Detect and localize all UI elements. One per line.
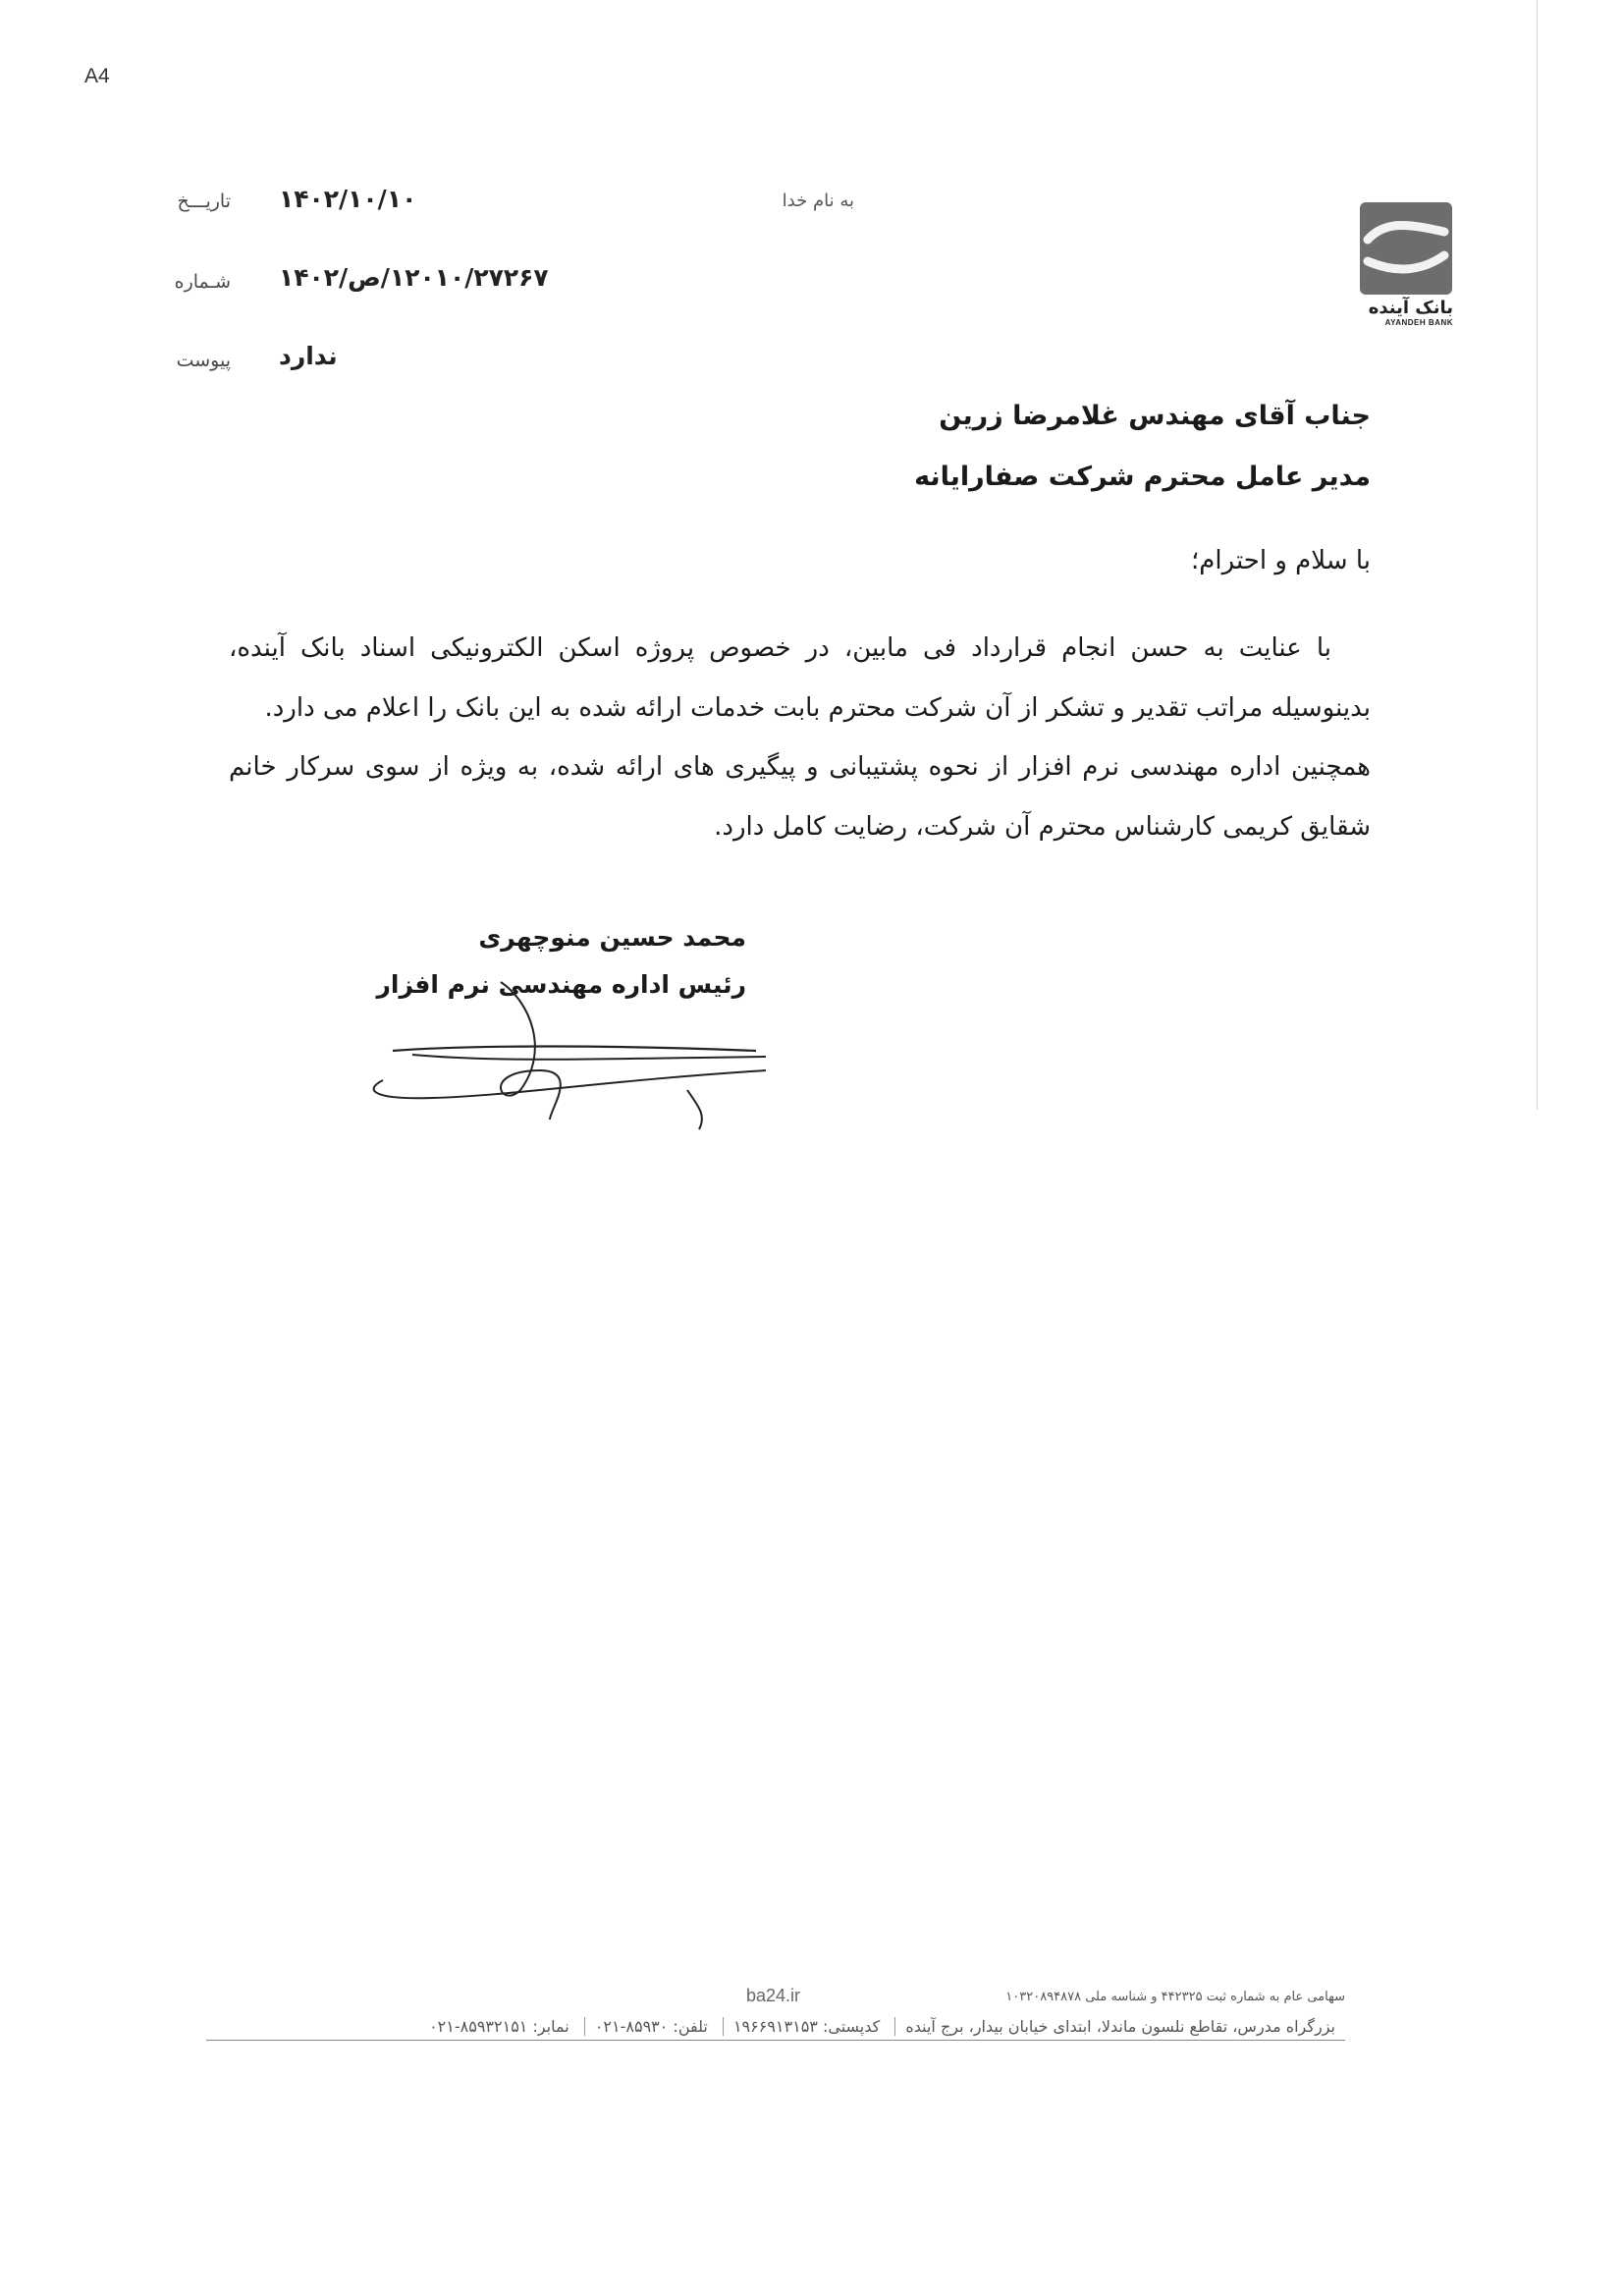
footer-address: بزرگراه مدرس، تقاطع نلسون ماندلا، ابتدای خیابان بیدار، برج آینده (894, 2017, 1345, 2036)
handwritten-signature (353, 943, 785, 1139)
letter-number-value: ۱۲۰۱۰/۲۷۲۶۷/ص/۱۴۰۲ (279, 263, 549, 292)
recipient-title: مدیر عامل محترم شرکت صفارایانه (914, 462, 1371, 492)
bismillah-heading: به نام خدا (782, 191, 854, 211)
date-value: ۱۴۰۲/۱۰/۱۰ (279, 185, 417, 213)
date-label: تاریـــخ (177, 191, 231, 212)
letter-number-label: شـماره (174, 271, 231, 293)
signatory-title: رئیس اداره مهندسی نرم افزار (376, 970, 746, 999)
bank-logo-icon (1360, 202, 1452, 295)
footer-registration: سهامی عام به شماره ثبت ۴۴۲۳۲۵ و شناسه ملی ۱۰۳۲۰۸۹۴۸۷۸ (1005, 1990, 1345, 2004)
body-paragraph-2: همچنین اداره مهندسی نرم افزار از نحوه پشتیبانی و پیگیری های ارائه شده، به ویژه از سوی سرکار خانم شقایق کریمی کارشناس محترم آن شرکت، رضایت کامل دارد. (229, 752, 1371, 842)
footer-fax: نمابر: ۸۵۹۳۲۱۵۱-۰۲۱ (429, 2017, 569, 2036)
footer-phone: تلفن: ۸۵۹۳۰-۰۲۱ (584, 2017, 718, 2036)
bank-name-fa: بانک آینده (1368, 298, 1453, 318)
footer-website: ba24.ir (746, 1986, 801, 2005)
body-paragraph-1: با عنایت به حسن انجام قرارداد فی مابین، در خصوص پروژه اسکن الکترونیکی اسناد بانک آینده، بدینوسیله مراتب تقدیر و تشکر از آن شرکت محترم بابت خدمات ارائه شده به این بانک را اعلام می دارد. (229, 633, 1371, 723)
attachment-value: ندارد (279, 342, 338, 370)
signatory-name: محمد حسین منوچهری (478, 923, 746, 952)
footer-contact-line (206, 2017, 1345, 2041)
page-size-label: A4 (84, 65, 110, 87)
recipient-name: جناب آقای مهندس غلامرضا زرین (939, 401, 1371, 431)
footer-postal-code: کدپستی: ۱۹۶۶۹۱۳۱۵۳ (723, 2017, 890, 2036)
page-edge-line (1537, 0, 1538, 1110)
bank-logo (1353, 202, 1459, 327)
letter-body (229, 619, 1371, 856)
attachment-label: پیوست (176, 350, 231, 371)
greeting: با سلام و احترام؛ (1191, 546, 1371, 575)
bank-name-en: AYANDEH BANK (1384, 318, 1453, 327)
